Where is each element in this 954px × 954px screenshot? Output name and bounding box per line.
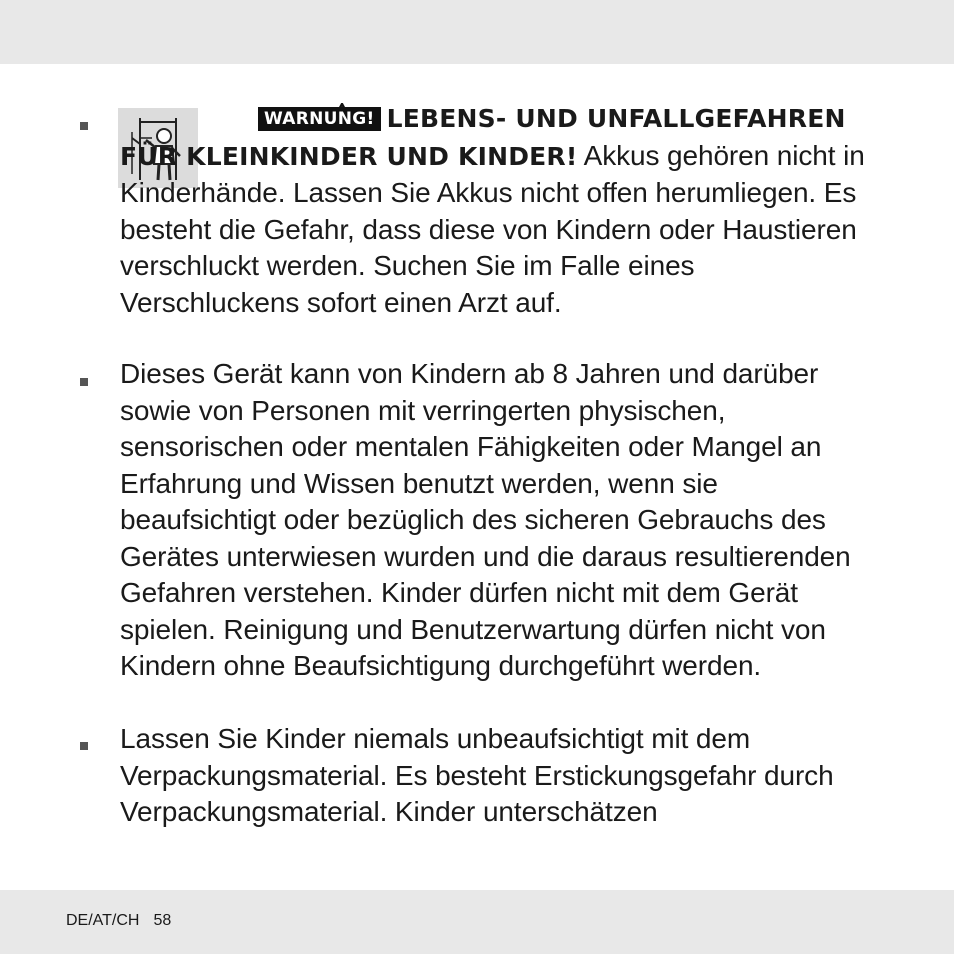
section-heading: LEBENS- UND UNFALLGEFAHREN FÜR KLEINKINDER UND KINDER! bbox=[120, 104, 846, 171]
bullet-3 bbox=[80, 742, 88, 750]
footer bbox=[66, 912, 171, 930]
bullet-2 bbox=[80, 378, 88, 386]
footer-country: DE/AT/CH bbox=[66, 912, 140, 929]
page-number: 58 bbox=[153, 912, 172, 929]
header-band bbox=[0, 0, 954, 64]
warning-triangle-icon bbox=[224, 102, 252, 128]
warning-badge: WARNUNG! bbox=[258, 107, 381, 131]
paragraph-2: Dieses Gerät kann von Kindern ab 8 Jahren und darüber sowie von Personen mit verringerten physischen, sensorischen oder mentalen Fähigkeiten oder Mangel an Erfahrung und Wissen benutzt werden, wenn sie beaufsichtigt oder bezüglich des sicheren Gebrauchs des Gerätes unterwiesen wurden und die daraus resultierenden Gefahren verstehen. Kinder dürfen nicht mit dem Gerät spielen. Reinigung und Benutzerwartung dürfen nicht von Kindern ohne Beaufsichtigung durchgeführt werden. bbox=[120, 358, 851, 681]
bullet-1 bbox=[80, 122, 88, 130]
paragraph-1-text: Akkus gehören nicht in Kinderhände. Lassen Sie Akkus nicht offen herumliegen. Es besteht die Gefahr, dass diese von Kindern oder Haustieren verschluckt werden. Suchen Sie im Falle eines Verschluckens sofort einen Arzt auf. bbox=[120, 139, 865, 318]
paragraph-3: Lassen Sie Kinder niemals unbeaufsichtigt mit dem Verpackungsmaterial. Es besteht Erstickungsgefahr durch Verpackungsmaterial. Kinder unterschätzen bbox=[120, 723, 834, 827]
paragraph-1 bbox=[120, 100, 880, 321]
